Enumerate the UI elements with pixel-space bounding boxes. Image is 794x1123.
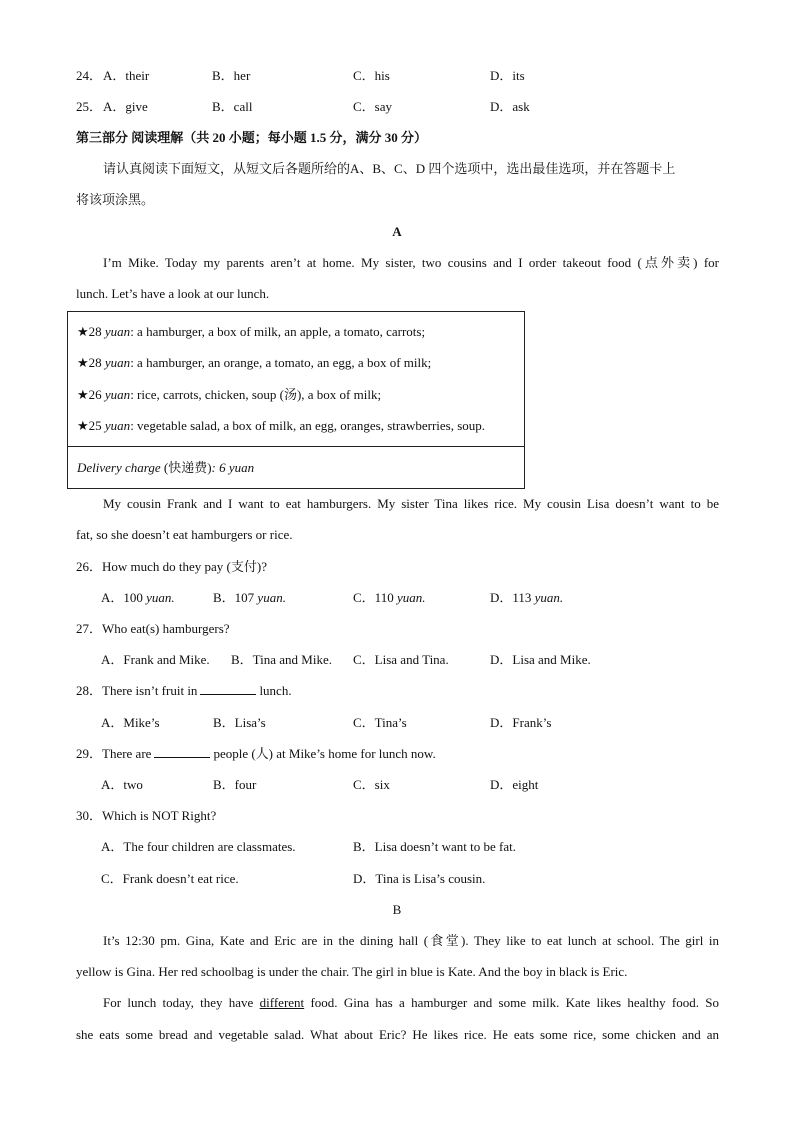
menu-divider <box>68 446 524 447</box>
menu-item-3: ★26 yuan: rice, carrots, chicken, soup (汤), a box of milk; <box>77 387 382 402</box>
q25-option-d: D．ask <box>490 99 530 114</box>
q30-option-b: B．Lisa doesn’t want to be fat. <box>353 839 516 854</box>
q29-stem: 29．There are people (人) at Mike’s home for lunch now. <box>76 746 436 761</box>
q29-option-a: A．two <box>101 777 143 792</box>
passage-b-paragraph1-line2: yellow is Gina. Her red schoolbag is under the chair. The girl in blue is Kate. And the boy in black is Eric. <box>76 964 628 979</box>
section3-instruction-line1: 请认真阅读下面短文，从短文后各题所给的A、B、C、D 四个选项中，选出最佳选项，并在答题卡上 <box>103 161 676 176</box>
menu-item-4: ★25 yuan: vegetable salad, a box of milk, an egg, oranges, strawberries, soup. <box>77 418 486 433</box>
q26-option-d: D．113 yuan. <box>490 590 564 605</box>
q24-number: 24． <box>76 68 103 83</box>
passage-a-paragraph1-line2: lunch. Let’s have a look at our lunch. <box>76 286 270 301</box>
passage-b-paragraph1-line1: It’s 12:30 pm. Gina, Kate and Eric are in the dining hall (食堂). They like to eat lunch at school. The girl in <box>103 933 719 948</box>
answer-blank <box>154 745 210 758</box>
q25-number: 25． <box>76 99 103 114</box>
lunch-menu-box <box>67 311 525 489</box>
passage-b-paragraph2-line1: For lunch today, they have different food. Gina has a hamburger and some milk. Kate likes healthy food. So <box>103 995 719 1010</box>
q28-stem: 28．There isn’t fruit in lunch. <box>76 683 292 698</box>
q26-option-b: B．107 yuan. <box>213 590 286 605</box>
q27-option-c: C．Lisa and Tina. <box>353 652 449 667</box>
q26-stem: 26．How much do they pay (支付)? <box>76 559 267 574</box>
passage-a-paragraph2-line2: fat, so she doesn’t eat hamburgers or rice. <box>76 527 293 542</box>
q30-stem: 30．Which is NOT Right? <box>76 808 217 823</box>
q27-stem: 27．Who eat(s) hamburgers? <box>76 621 230 636</box>
q30-option-a: A．The four children are classmates. <box>101 839 296 854</box>
q27-option-b: B．Tina and Mike. <box>231 652 332 667</box>
q25-option-b: B．call <box>212 99 253 114</box>
answer-blank <box>200 682 256 695</box>
passage-a-paragraph1-line1: I’m Mike. Today my parents aren’t at home. My sister, two cousins and I order takeout food (点外卖) for <box>103 255 719 270</box>
menu-item-2: ★28 yuan: a hamburger, an orange, a tomato, an egg, a box of milk; <box>77 355 432 370</box>
q29-option-d: D．eight <box>490 777 539 792</box>
passage-a-label: A <box>392 224 402 239</box>
q30-option-c: C．Frank doesn’t eat rice. <box>101 871 239 886</box>
q24-option-c: C．his <box>353 68 390 83</box>
q29-option-b: B．four <box>213 777 257 792</box>
passage-b-label: B <box>392 902 402 917</box>
q26-option-a: A．100 yuan. <box>101 590 175 605</box>
menu-item-1: ★28 yuan: a hamburger, a box of milk, an apple, a tomato, carrots; <box>77 324 426 339</box>
q29-option-c: C．six <box>353 777 390 792</box>
q28-option-a: A．Mike’s <box>101 715 160 730</box>
passage-b-paragraph2-line2: she eats some bread and vegetable salad. What about Eric? He likes rice. He eats some rice, some chicken and an <box>76 1027 719 1042</box>
q30-option-d: D．Tina is Lisa’s cousin. <box>353 871 486 886</box>
q25-option-a: A．give <box>103 99 148 114</box>
delivery-charge: Delivery charge (快递费): 6 yuan <box>77 460 255 475</box>
q27-option-a: A．Frank and Mike. <box>101 652 210 667</box>
passage-a-paragraph2-line1: My cousin Frank and I want to eat hamburgers. My sister Tina likes rice. My cousin Lisa doesn’t want to be <box>103 496 719 511</box>
q24-option-d: D．its <box>490 68 525 83</box>
q24-option-b: B．her <box>212 68 251 83</box>
q28-option-c: C．Tina’s <box>353 715 407 730</box>
q28-option-d: D．Frank’s <box>490 715 552 730</box>
q25-option-c: C．say <box>353 99 393 114</box>
section3-instruction-line2: 将该项涂黑。 <box>76 192 155 207</box>
q28-option-b: B．Lisa’s <box>213 715 266 730</box>
q27-option-d: D．Lisa and Mike. <box>490 652 591 667</box>
q24-option-a: A．their <box>103 68 150 83</box>
section3-title: 第三部分 阅读理解（共 20 小题；每小题 1.5 分，满分 30 分） <box>76 130 428 145</box>
q26-option-c: C．110 yuan. <box>353 590 426 605</box>
